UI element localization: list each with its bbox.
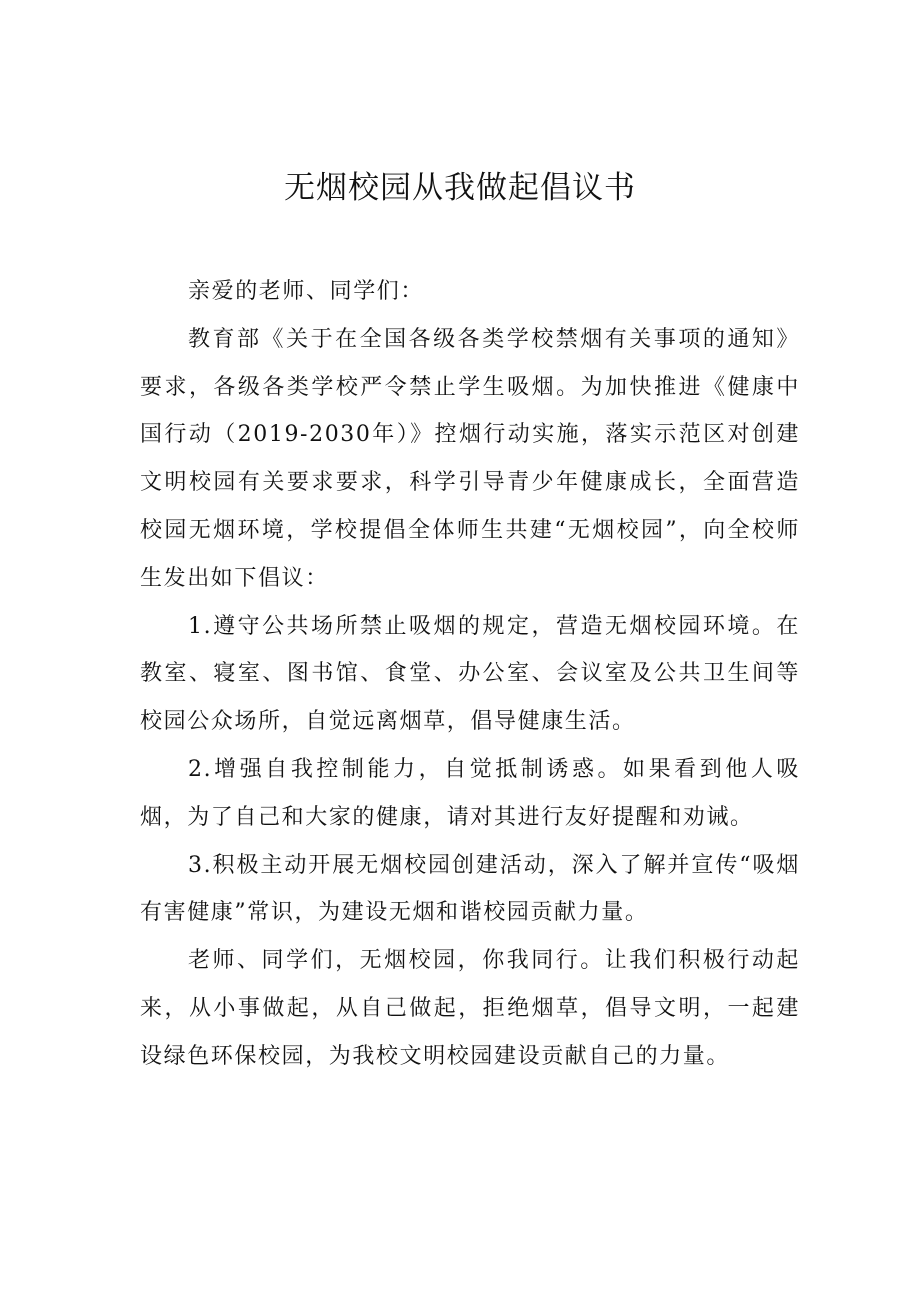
document-title: 无烟校园从我做起倡议书 bbox=[284, 170, 636, 206]
paragraph-intro: 教育部《关于在全国各级各类学校禁烟有关事项的通知》要求，各级各类学校严令禁止学生吸烟。为加快推进《健康中国行动（2019-2030年）》控烟行动实施，落实示范区对创建文明校园有关要求要求，科学引导青少年健康成长，全面营造校园无烟环境，学校提倡全体师生共建“无烟校园”，向全校师生发出如下倡议： bbox=[140, 326, 800, 591]
document-body bbox=[140, 268, 800, 1081]
paragraph-closing: 老师、同学们，无烟校园，你我同行。让我们积极行动起来，从小事做起，从自己做起，拒绝烟草，倡导文明，一起建设绿色环保校园，为我校文明校园建设贡献自己的力量。 bbox=[140, 948, 800, 1069]
paragraph-item-3: 3.积极主动开展无烟校园创建活动，深入了解并宣传“吸烟有害健康”常识，为建设无烟和谐校园贡献力量。 bbox=[140, 852, 800, 926]
salutation: 亲爱的老师、同学们： bbox=[188, 279, 425, 304]
paragraph-item-2: 2.增强自我控制能力，自觉抵制诱惑。如果看到他人吸烟，为了自己和大家的健康，请对其进行友好提醒和劝诫。 bbox=[140, 756, 800, 830]
paragraph-item-1: 1.遵守公共场所禁止吸烟的规定，营造无烟校园环境。在教室、寝室、图书馆、食堂、办公室、会议室及公共卫生间等校园公众场所，自觉远离烟草，倡导健康生活。 bbox=[140, 613, 800, 735]
